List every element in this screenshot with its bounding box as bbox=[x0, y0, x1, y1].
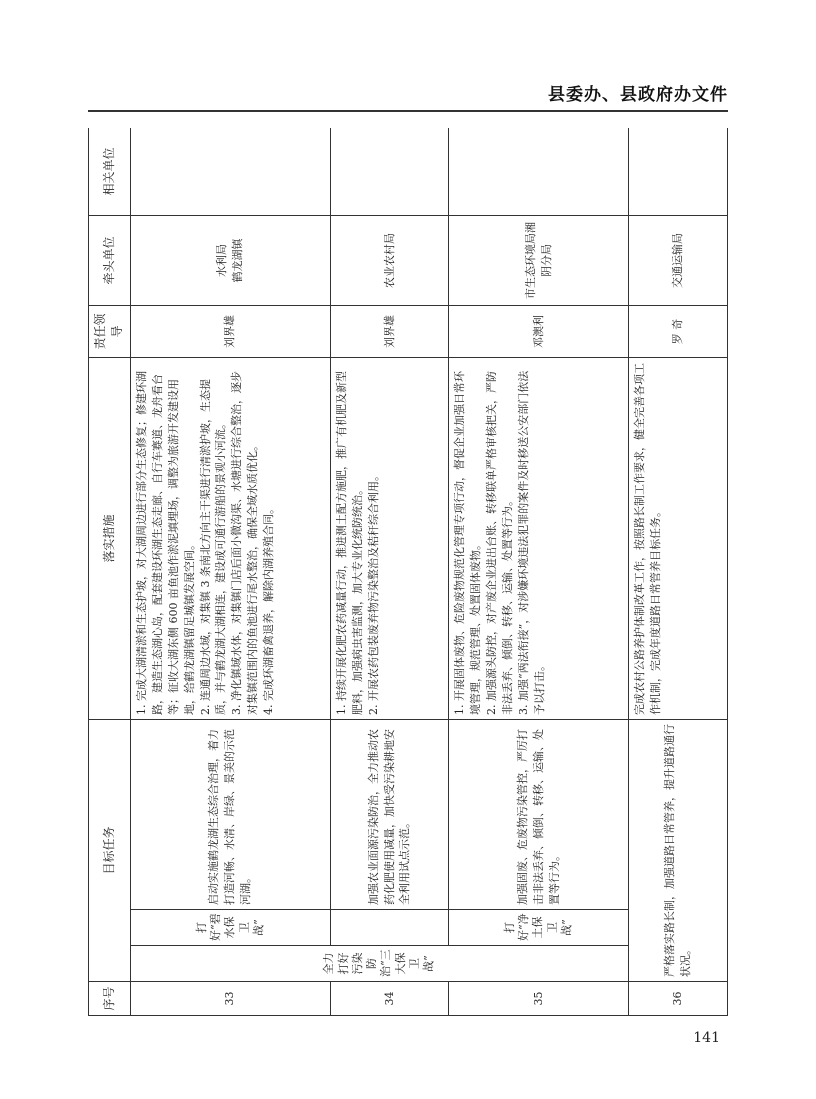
row-seq: 33 bbox=[130, 982, 330, 1016]
table-row bbox=[449, 128, 629, 1016]
measure-item: 2. 开展农药包装废弃物污染整治及秸秆综合利用。 bbox=[366, 469, 380, 715]
task-cell: 启动实施鹤龙湖生态综合治理，着力打造河畅、水清、岸绿、景美的示范河湖。 bbox=[130, 719, 330, 909]
measures-cell bbox=[629, 357, 728, 719]
header-measures: 落实措施 bbox=[89, 357, 131, 719]
table-row bbox=[629, 128, 728, 1016]
measure-item: 1. 完成大湖清淤和生态护坡，对大湖周边进行部分生态修复；修建环湖路，建造生态湖心岛，配套建设环湖生态走廊、自行车赛道、龙舟看台等；征收大湖东侧 600 亩鱼池作淤泥填埋场，调整为旅游开发建设用地，给鹤龙湖镇留足城镇发展空间。 bbox=[134, 370, 196, 715]
category-cell: 全力打好污染防治“三大保卫战” bbox=[130, 946, 628, 982]
task-cell: 加强固废、危废物污染管控，严厉打击非法丢弃、倾倒、转移、运输、处置等行为。 bbox=[449, 719, 629, 909]
lead-unit-cell: 农业农村局 bbox=[330, 215, 448, 305]
table-header-row bbox=[89, 128, 131, 1016]
measures-cell bbox=[449, 357, 629, 719]
leader-cell: 刘界雄 bbox=[330, 305, 448, 357]
document-header-title: 县委办、县政府办文件 bbox=[548, 85, 728, 105]
sub-category-cell: 打好“碧水保卫战” bbox=[130, 910, 330, 946]
row-seq: 35 bbox=[449, 982, 629, 1016]
measure-item: 2. 连通周边水域，对集镇 3 条南北方向主干渠进行清淤护坡，生态提质，并与鹤龙湖大湖相连，建设成可通行游船的景观小河流。 bbox=[198, 379, 228, 715]
measure-item: 3. 净化镇域水体，对集镇门店后面小微沟渠、水塘进行综合整治，逐步对集镇范围内的鱼池进行尾水整治，确保全域水质优化。 bbox=[230, 370, 260, 715]
leader-cell: 邓澳利 bbox=[449, 305, 629, 357]
leader-cell: 刘界雄 bbox=[130, 305, 330, 357]
sub-category-cell bbox=[330, 910, 448, 946]
measure-item: 2. 加强源头防控，对产废企业进出台账、转移联单严格审核把关，严防非法丢弃、倾倒、转移、运输、处置等行为。 bbox=[484, 370, 514, 715]
page-number: 141 bbox=[693, 1030, 720, 1046]
table-row bbox=[130, 128, 330, 1016]
task-cell: 加强农业面源污染防治，全力推动农药化肥使用减量，加快受污染耕地安全利用试点示范。 bbox=[330, 719, 448, 909]
measures-cell bbox=[130, 357, 330, 719]
measure-item: 3. 加强“两法衔接”，对涉嫌环境违法犯罪的案件及时移送公安部门依法予以打击。 bbox=[516, 370, 546, 715]
task-cell: 严格落实路长制，加强道路日常管养，提升道路通行状况。 bbox=[629, 719, 728, 981]
rotated-table-frame bbox=[88, 128, 728, 1016]
related-unit-cell bbox=[130, 128, 330, 215]
header-related-unit: 相关单位 bbox=[89, 128, 131, 215]
measures-cell bbox=[330, 357, 448, 719]
sub-category-cell: 打好“净土保卫战” bbox=[449, 910, 629, 946]
header-lead-unit: 牵头单位 bbox=[89, 215, 131, 305]
rotated-table-area bbox=[88, 128, 728, 1016]
table-row bbox=[330, 128, 448, 1016]
header-seq: 序号 bbox=[89, 982, 131, 1016]
row-seq: 36 bbox=[629, 982, 728, 1016]
target-task-table bbox=[88, 128, 728, 1016]
related-unit-cell bbox=[330, 128, 448, 215]
measure-item: 1. 开展固体废物、危险废物规范化管理专项行动，督促企业加强日常环境管理，规范管理、处置固体废物。 bbox=[453, 370, 482, 715]
row-seq: 34 bbox=[330, 982, 448, 1016]
header-leader: 责任领导 bbox=[89, 305, 131, 357]
lead-unit-cell: 交通运输局 bbox=[629, 215, 728, 305]
header-task: 目标任务 bbox=[89, 719, 131, 981]
header-divider bbox=[88, 110, 728, 112]
lead-unit-cell: 水利局 鹤龙湖镇 bbox=[130, 215, 330, 305]
related-unit-cell bbox=[449, 128, 629, 215]
measure-item: 1. 持续开展化肥农药减量行动，推进测土配方施肥，推广有机肥及新型肥料，加强病虫害监测，加大专业化统防统治。 bbox=[334, 370, 364, 715]
leader-cell: 罗 奇 bbox=[629, 305, 728, 357]
related-unit-cell bbox=[629, 128, 728, 215]
measure-item: 完成农村公路养护体制改革工作，按照路长制工作要求，健全完善各项工作机制，完成年度道路日常管养目标任务。 bbox=[633, 362, 662, 715]
lead-unit-cell: 市生态环境局湘阴分局 bbox=[449, 215, 629, 305]
measure-item: 4. 完成环湖畜禽退养，解除内湖养殖合同。 bbox=[262, 502, 276, 715]
